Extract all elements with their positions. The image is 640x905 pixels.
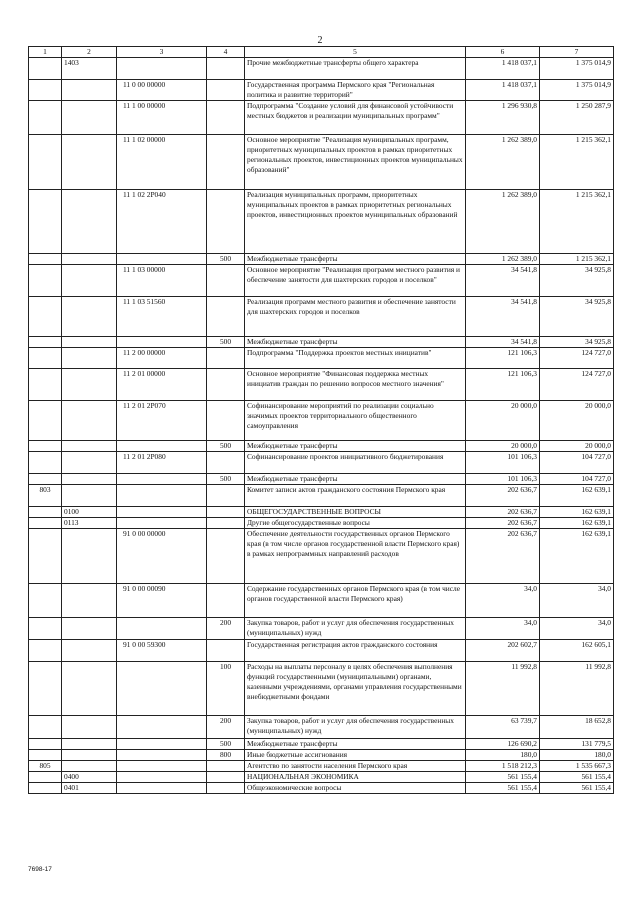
item-name: Иные бюджетные ассигнования	[245, 750, 466, 761]
document-code: 7698-17	[28, 866, 52, 873]
expense-type-code	[207, 135, 245, 190]
header-col-5: 5	[245, 47, 466, 58]
section-code	[29, 58, 62, 80]
amount-col7: 1 215 362,1	[540, 254, 614, 265]
item-name: Межбюджетные трансферты	[245, 441, 466, 452]
table-row	[29, 750, 614, 761]
target-article-code	[117, 772, 207, 783]
amount-col7: 561 155,4	[540, 783, 614, 794]
subsection-code	[62, 739, 117, 750]
expense-type-code	[207, 452, 245, 474]
expense-type-code: 500	[207, 254, 245, 265]
header-row	[29, 47, 614, 58]
expense-type-code	[207, 297, 245, 337]
expense-type-code	[207, 190, 245, 254]
expense-type-code	[207, 369, 245, 401]
amount-col7: 1 375 014,9	[540, 80, 614, 101]
target-article-code: 91 0 00 00090	[117, 584, 207, 618]
subsection-code	[62, 441, 117, 452]
amount-col6: 1 518 212,3	[466, 761, 540, 772]
amount-col6: 34 541,8	[466, 297, 540, 337]
item-name: Основное мероприятие "Реализация муниципальных программ, приоритетных муниципальных проектов в рамках приоритетных региональных проектов, инвестиционных проектов муниципальных образований"	[245, 135, 466, 190]
expense-type-code: 500	[207, 441, 245, 452]
section-code	[29, 474, 62, 485]
amount-col6: 20 000,0	[466, 401, 540, 441]
expense-type-code	[207, 265, 245, 297]
subsection-code	[62, 80, 117, 101]
amount-col7: 1 250 287,9	[540, 101, 614, 135]
table-row	[29, 101, 614, 135]
amount-col6: 63 739,7	[466, 716, 540, 739]
subsection-code	[62, 337, 117, 348]
table-row	[29, 452, 614, 474]
item-name: Обеспечение деятельности государственных органов Пермского края (в том числе органов государственной власти Пермского края) в рамках непрограммных направлений расходов	[245, 529, 466, 584]
amount-col6: 1 262 389,0	[466, 254, 540, 265]
target-article-code: 91 0 00 59300	[117, 640, 207, 662]
table-row	[29, 783, 614, 794]
section-code	[29, 772, 62, 783]
table-row	[29, 529, 614, 584]
section-code	[29, 518, 62, 529]
target-article-code: 11 1 03 51560	[117, 297, 207, 337]
header-col-3: 3	[117, 47, 207, 58]
amount-col6: 202 636,7	[466, 485, 540, 507]
target-article-code	[117, 618, 207, 640]
table-row	[29, 618, 614, 640]
amount-col6: 1 296 930,8	[466, 101, 540, 135]
budget-table	[28, 46, 614, 794]
expense-type-code	[207, 80, 245, 101]
target-article-code: 11 2 01 2P080	[117, 452, 207, 474]
subsection-code: 0100	[62, 507, 117, 518]
expense-type-code	[207, 401, 245, 441]
amount-col6: 1 262 389,0	[466, 135, 540, 190]
table-row	[29, 441, 614, 452]
section-code	[29, 254, 62, 265]
amount-col6: 1 418 037,1	[466, 58, 540, 80]
subsection-code	[62, 529, 117, 584]
section-code	[29, 348, 62, 369]
subsection-code: 1403	[62, 58, 117, 80]
target-article-code	[117, 716, 207, 739]
expense-type-code	[207, 772, 245, 783]
section-code	[29, 716, 62, 739]
section-code	[29, 101, 62, 135]
amount-col6: 11 992,8	[466, 662, 540, 716]
amount-col7: 34 925,8	[540, 265, 614, 297]
section-code	[29, 190, 62, 254]
target-article-code: 11 1 03 00000	[117, 265, 207, 297]
table-row	[29, 297, 614, 337]
amount-col6: 101 106,3	[466, 474, 540, 485]
subsection-code	[62, 135, 117, 190]
amount-col7: 162 639,1	[540, 529, 614, 584]
amount-col7: 162 639,1	[540, 507, 614, 518]
section-code	[29, 441, 62, 452]
amount-col6: 1 262 389,0	[466, 190, 540, 254]
item-name: Основное мероприятие "Реализация программ местного развития и обеспечение занятости для шахтерских городов и поселков"	[245, 265, 466, 297]
subsection-code	[62, 662, 117, 716]
section-code	[29, 452, 62, 474]
amount-col6: 180,0	[466, 750, 540, 761]
amount-col6: 20 000,0	[466, 441, 540, 452]
section-code	[29, 265, 62, 297]
expense-type-code: 500	[207, 474, 245, 485]
amount-col7: 1 375 014,9	[540, 58, 614, 80]
section-code	[29, 80, 62, 101]
amount-col7: 34,0	[540, 618, 614, 640]
subsection-code	[62, 101, 117, 135]
target-article-code: 11 1 00 00000	[117, 101, 207, 135]
table-row	[29, 401, 614, 441]
amount-col7: 1 215 362,1	[540, 135, 614, 190]
amount-col7: 11 992,8	[540, 662, 614, 716]
amount-col7: 20 000,0	[540, 441, 614, 452]
amount-col7: 180,0	[540, 750, 614, 761]
header-col-6: 6	[466, 47, 540, 58]
section-code	[29, 640, 62, 662]
amount-col7: 104 727,0	[540, 474, 614, 485]
item-name: Общеэкономические вопросы	[245, 783, 466, 794]
amount-col7: 34,0	[540, 584, 614, 618]
amount-col6: 202 636,7	[466, 507, 540, 518]
expense-type-code	[207, 529, 245, 584]
table-row	[29, 254, 614, 265]
item-name: Межбюджетные трансферты	[245, 254, 466, 265]
subsection-code	[62, 485, 117, 507]
subsection-code	[62, 716, 117, 739]
amount-col6: 34,0	[466, 584, 540, 618]
page-number: 2	[317, 35, 323, 46]
item-name: НАЦИОНАЛЬНАЯ ЭКОНОМИКА	[245, 772, 466, 783]
subsection-code: 0401	[62, 783, 117, 794]
item-name: Государственная регистрация актов гражданского состояния	[245, 640, 466, 662]
table-row	[29, 58, 614, 80]
table-row	[29, 772, 614, 783]
expense-type-code	[207, 507, 245, 518]
item-name: Софинансирование проектов инициативного бюджетирования	[245, 452, 466, 474]
table-row	[29, 518, 614, 529]
item-name: Межбюджетные трансферты	[245, 337, 466, 348]
section-code	[29, 135, 62, 190]
table-row	[29, 80, 614, 101]
target-article-code: 11 1 02 2P040	[117, 190, 207, 254]
table-row	[29, 739, 614, 750]
expense-type-code: 800	[207, 750, 245, 761]
target-article-code	[117, 337, 207, 348]
subsection-code	[62, 584, 117, 618]
expense-type-code	[207, 58, 245, 80]
item-name: Межбюджетные трансферты	[245, 474, 466, 485]
amount-col7: 34 925,8	[540, 337, 614, 348]
item-name: Софинансирование мероприятий по реализации социально значимых проектов территориального общественного самоуправления	[245, 401, 466, 441]
target-article-code: 11 2 00 00000	[117, 348, 207, 369]
item-name: Закупка товаров, работ и услуг для обеспечения государственных (муниципальных) нужд	[245, 716, 466, 739]
item-name: Расходы на выплаты персоналу в целях обеспечения выполнения функций государственными (муниципальными) органами, казенными учреждениями, органами управления государственными внебюджетными фондами	[245, 662, 466, 716]
subsection-code: 0400	[62, 772, 117, 783]
header-col-7: 7	[540, 47, 614, 58]
amount-col7: 1 215 362,1	[540, 190, 614, 254]
header-col-4: 4	[207, 47, 245, 58]
subsection-code	[62, 190, 117, 254]
target-article-code: 11 2 01 2P070	[117, 401, 207, 441]
item-name: Основное мероприятие "Финансовая поддержка местных инициатив граждан по решению вопросов местного значения"	[245, 369, 466, 401]
expense-type-code	[207, 584, 245, 618]
section-code	[29, 783, 62, 794]
amount-col6: 202 602,7	[466, 640, 540, 662]
item-name: Реализация муниципальных программ, приоритетных муниципальных проектов в рамках приоритетных региональных проектов, инвестиционных проектов муниципальных образований	[245, 190, 466, 254]
table-row	[29, 485, 614, 507]
target-article-code: 91 0 00 00000	[117, 529, 207, 584]
target-article-code	[117, 750, 207, 761]
table-row	[29, 761, 614, 772]
item-name: Содержание государственных органов Пермского края (в том числе органов государственной власти Пермского края)	[245, 584, 466, 618]
amount-col7: 20 000,0	[540, 401, 614, 441]
amount-col6: 34 541,8	[466, 337, 540, 348]
table-row	[29, 190, 614, 254]
table-row	[29, 369, 614, 401]
subsection-code	[62, 761, 117, 772]
table-row	[29, 348, 614, 369]
amount-col7: 162 605,1	[540, 640, 614, 662]
amount-col6: 121 106,3	[466, 369, 540, 401]
amount-col6: 561 155,4	[466, 772, 540, 783]
target-article-code	[117, 441, 207, 452]
expense-type-code	[207, 485, 245, 507]
subsection-code	[62, 297, 117, 337]
expense-type-code: 200	[207, 618, 245, 640]
section-code	[29, 529, 62, 584]
amount-col7: 18 652,8	[540, 716, 614, 739]
table-row	[29, 507, 614, 518]
table-row	[29, 640, 614, 662]
expense-type-code	[207, 348, 245, 369]
item-name: Межбюджетные трансферты	[245, 739, 466, 750]
subsection-code: 0113	[62, 518, 117, 529]
table-row	[29, 662, 614, 716]
target-article-code	[117, 662, 207, 716]
subsection-code	[62, 452, 117, 474]
target-article-code	[117, 474, 207, 485]
item-name: Другие общегосударственные вопросы	[245, 518, 466, 529]
amount-col7: 1 535 667,3	[540, 761, 614, 772]
amount-col7: 124 727,0	[540, 348, 614, 369]
subsection-code	[62, 750, 117, 761]
target-article-code: 11 2 01 00000	[117, 369, 207, 401]
subsection-code	[62, 348, 117, 369]
table-row	[29, 337, 614, 348]
section-code: 803	[29, 485, 62, 507]
amount-col7: 162 639,1	[540, 485, 614, 507]
subsection-code	[62, 369, 117, 401]
target-article-code	[117, 58, 207, 80]
subsection-code	[62, 474, 117, 485]
section-code	[29, 739, 62, 750]
target-article-code	[117, 485, 207, 507]
target-article-code	[117, 761, 207, 772]
expense-type-code: 500	[207, 739, 245, 750]
table-row	[29, 265, 614, 297]
target-article-code: 11 1 02 00000	[117, 135, 207, 190]
amount-col6: 126 690,2	[466, 739, 540, 750]
amount-col7: 131 779,5	[540, 739, 614, 750]
item-name: ОБЩЕГОСУДАРСТВЕННЫЕ ВОПРОСЫ	[245, 507, 466, 518]
section-code	[29, 618, 62, 640]
table-row	[29, 474, 614, 485]
amount-col7: 104 727,0	[540, 452, 614, 474]
table-row	[29, 716, 614, 739]
item-name: Агентство по занятости населения Пермского края	[245, 761, 466, 772]
item-name: Реализация программ местного развития и обеспечение занятости для шахтерских городов и поселков	[245, 297, 466, 337]
expense-type-code	[207, 518, 245, 529]
subsection-code	[62, 265, 117, 297]
section-code	[29, 662, 62, 716]
section-code	[29, 401, 62, 441]
expense-type-code: 100	[207, 662, 245, 716]
subsection-code	[62, 401, 117, 441]
amount-col7: 162 639,1	[540, 518, 614, 529]
target-article-code	[117, 739, 207, 750]
item-name: Подпрограмма "Создание условий для финансовой устойчивости местных бюджетов и реализации муниципальных программ"	[245, 101, 466, 135]
table-row	[29, 584, 614, 618]
amount-col6: 34,0	[466, 618, 540, 640]
section-code: 805	[29, 761, 62, 772]
item-name: Прочие межбюджетные трансферты общего характера	[245, 58, 466, 80]
amount-col7: 34 925,8	[540, 297, 614, 337]
expense-type-code	[207, 101, 245, 135]
amount-col6: 101 106,3	[466, 452, 540, 474]
section-code	[29, 507, 62, 518]
amount-col6: 202 636,7	[466, 529, 540, 584]
item-name: Закупка товаров, работ и услуг для обеспечения государственных (муниципальных) нужд	[245, 618, 466, 640]
expense-type-code	[207, 761, 245, 772]
item-name: Государственная программа Пермского края "Региональная политика и развитие территорий"	[245, 80, 466, 101]
amount-col6: 561 155,4	[466, 783, 540, 794]
section-code	[29, 584, 62, 618]
target-article-code	[117, 518, 207, 529]
target-article-code	[117, 507, 207, 518]
expense-type-code: 500	[207, 337, 245, 348]
table-row	[29, 135, 614, 190]
item-name: Комитет записи актов гражданского состояния Пермского края	[245, 485, 466, 507]
section-code	[29, 369, 62, 401]
amount-col7: 561 155,4	[540, 772, 614, 783]
header-col-1: 1	[29, 47, 62, 58]
target-article-code: 11 0 00 00000	[117, 80, 207, 101]
target-article-code	[117, 783, 207, 794]
section-code	[29, 750, 62, 761]
target-article-code	[117, 254, 207, 265]
amount-col6: 34 541,8	[466, 265, 540, 297]
section-code	[29, 297, 62, 337]
expense-type-code	[207, 640, 245, 662]
expense-type-code	[207, 783, 245, 794]
section-code	[29, 337, 62, 348]
subsection-code	[62, 254, 117, 265]
subsection-code	[62, 618, 117, 640]
item-name: Подпрограмма "Поддержка проектов местных инициатив"	[245, 348, 466, 369]
amount-col6: 121 106,3	[466, 348, 540, 369]
amount-col6: 202 636,7	[466, 518, 540, 529]
subsection-code	[62, 640, 117, 662]
amount-col7: 124 727,0	[540, 369, 614, 401]
expense-type-code: 200	[207, 716, 245, 739]
header-col-2: 2	[62, 47, 117, 58]
amount-col6: 1 418 037,1	[466, 80, 540, 101]
